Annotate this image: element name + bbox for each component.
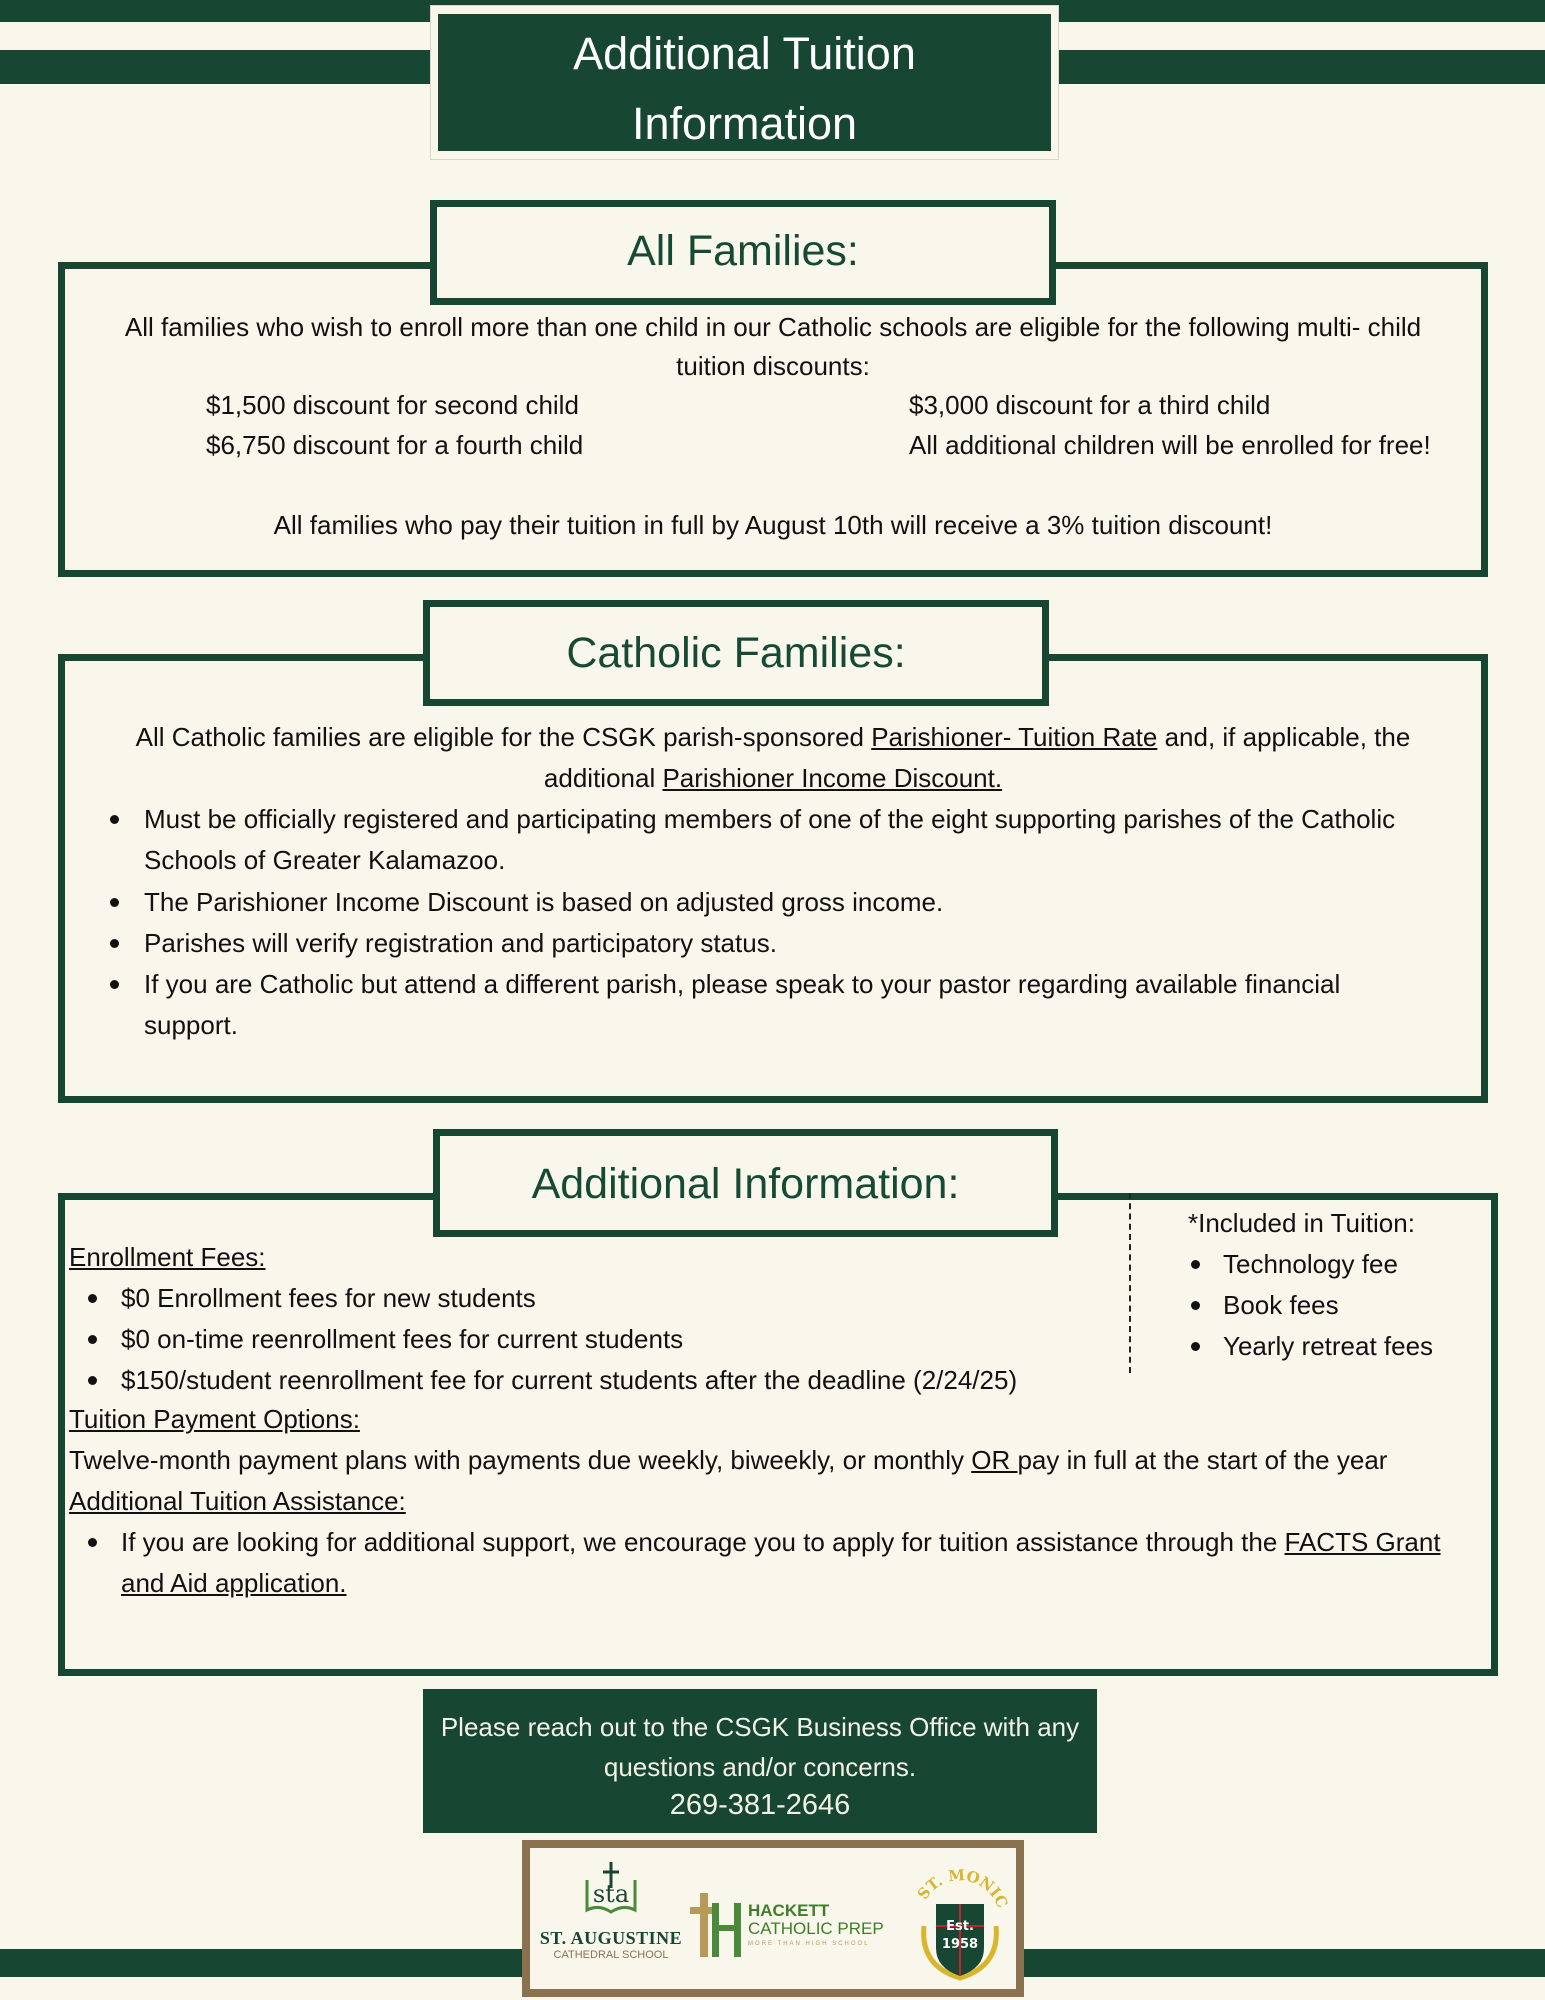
payment-text-post: pay in full at the start of the year: [1017, 1445, 1388, 1475]
bullet-icon: [110, 815, 119, 824]
hackett-logo: [690, 1893, 890, 1963]
bullet-icon: [1191, 1301, 1200, 1310]
payment-or: OR: [971, 1445, 1018, 1475]
contact-phone[interactable]: 269-381-2646: [669, 1789, 851, 1821]
hackett-tagline: MORE THAN HIGH SCHOOL: [748, 1941, 870, 1947]
st-augustine-name: ST. AUGUSTINE: [539, 1928, 683, 1948]
bullet-icon: [1191, 1342, 1200, 1351]
bullet-icon: [110, 898, 119, 907]
additional-info-heading: [433, 1129, 1058, 1237]
discount-fourth-child: $6,750 discount for a fourth child: [206, 430, 584, 460]
discount-additional-children: All additional children will be enrolled for free!: [909, 430, 1431, 460]
included-item-1: Technology fee: [1223, 1249, 1398, 1279]
catholic-bullet-3: Parishes will verify registration and participatory status.: [144, 928, 777, 958]
svg-text:1958: 1958: [941, 1937, 979, 1952]
payment-text-pre: Twelve-month payment plans with payments due weekly, biweekly, or monthly: [69, 1445, 972, 1475]
bullet-icon: [88, 1335, 97, 1344]
st-augustine-sub: CATHEDRAL SCHOOL: [553, 1949, 669, 1961]
facts-grant-link[interactable]: FACTS Grant: [1284, 1527, 1441, 1557]
early-pay-discount: All families who pay their tuition in full by August 10th will receive a 3% tuition discount!: [273, 510, 1273, 540]
included-item-2: Book fees: [1223, 1290, 1339, 1320]
st-monica-logo: [910, 1856, 1010, 1986]
enrollment-item-2: $0 on-time reenrollment fees for current students: [121, 1324, 684, 1354]
assistance-text-line-1: [121, 1522, 1441, 1563]
discount-third-child: $3,000 discount for a third child: [909, 390, 1271, 420]
contact-box: [423, 1689, 1097, 1833]
hackett-cross-h-icon: [690, 1893, 746, 1957]
title-line-1: Additional Tuition: [573, 28, 916, 79]
parishioner-tuition-rate-link[interactable]: Parishioner- Tuition Rate: [871, 722, 1158, 752]
assistance-heading: Additional Tuition Assistance:: [69, 1486, 406, 1516]
catholic-intro-text-3: additional: [543, 763, 663, 793]
st-monica-crest-icon: [910, 1856, 1010, 1986]
contact-line-2: questions and/or concerns.: [603, 1752, 917, 1782]
catholic-intro-text: All Catholic families are eligible for the CSGK parish-sponsored: [135, 722, 872, 752]
catholic-bullet-2: The Parishioner Income Discount is based on adjusted gross income.: [144, 887, 944, 917]
svg-text:Est.: Est.: [946, 1919, 974, 1934]
payment-options-text: [69, 1440, 1387, 1481]
school-logos: [522, 1840, 1024, 1997]
catholic-bullet-4-line-2: support.: [144, 1010, 238, 1040]
catholic-bullet-4-line-1: If you are Catholic but attend a different parish, please speak to your pastor regarding available financial: [144, 969, 1341, 999]
included-item-3: Yearly retreat fees: [1223, 1331, 1434, 1361]
all-families-heading-text: All Families:: [627, 227, 859, 275]
bullet-icon: [110, 939, 119, 948]
title-line-2: Information: [631, 98, 858, 149]
included-in-tuition-heading: *Included in Tuition:: [1188, 1208, 1415, 1238]
catholic-families-heading-text: Catholic Families:: [566, 629, 906, 677]
st-augustine-book-icon: [581, 1858, 641, 1928]
catholic-intro-text-2: and, if applicable, the: [1157, 722, 1411, 752]
enrollment-item-3: $150/student reenrollment fee for current students after the deadline (2/24/25): [121, 1365, 1018, 1395]
additional-info-heading-text: Additional Information:: [531, 1160, 960, 1208]
catholic-intro-2: [58, 758, 1488, 799]
catholic-bullet-1-line-1: Must be officially registered and participating members of one of the eight supporting parishes of the Catholic: [144, 804, 1396, 834]
parishioner-income-discount-link[interactable]: Parishioner Income Discount.: [662, 763, 1003, 793]
catholic-bullet-1-line-2: Schools of Greater Kalamazoo.: [144, 845, 506, 875]
hackett-name: HACKETT: [748, 1901, 830, 1920]
enrollment-item-1: $0 Enrollment fees for new students: [121, 1283, 536, 1313]
all-families-intro-1: All families who wish to enroll more than one child in our Catholic schools are eligible for the following multi- child: [124, 312, 1422, 342]
all-families-intro-2: tuition discounts:: [676, 351, 870, 381]
dashed-divider: [1129, 1193, 1131, 1373]
bullet-icon: [110, 980, 119, 989]
enrollment-fees-heading: Enrollment Fees:: [69, 1242, 266, 1272]
catholic-families-heading: [423, 600, 1049, 706]
facts-grant-link-line-2[interactable]: and Aid application.: [121, 1568, 347, 1598]
discount-second-child: $1,500 discount for second child: [206, 390, 579, 420]
hackett-sub: CATHOLIC PREP: [748, 1919, 884, 1938]
contact-line-1: Please reach out to the CSGK Business Office with any: [440, 1712, 1080, 1742]
page-title: [438, 14, 1051, 151]
bullet-icon: [88, 1538, 97, 1547]
svg-text:ST. MONICA: ST. MONIC: [913, 1866, 1010, 1911]
bullet-icon: [88, 1294, 97, 1303]
bullet-icon: [1191, 1260, 1200, 1269]
bullet-icon: [88, 1376, 97, 1385]
payment-options-heading: Tuition Payment Options:: [69, 1404, 360, 1434]
assistance-text: If you are looking for additional support, we encourage you to apply for tuition assistance through the: [121, 1527, 1285, 1557]
page-title-box: [430, 5, 1059, 160]
all-families-heading: [430, 200, 1056, 305]
catholic-intro-1: [58, 717, 1488, 758]
st-augustine-logo: [536, 1858, 686, 1988]
svg-text:sta: sta: [592, 1880, 630, 1908]
